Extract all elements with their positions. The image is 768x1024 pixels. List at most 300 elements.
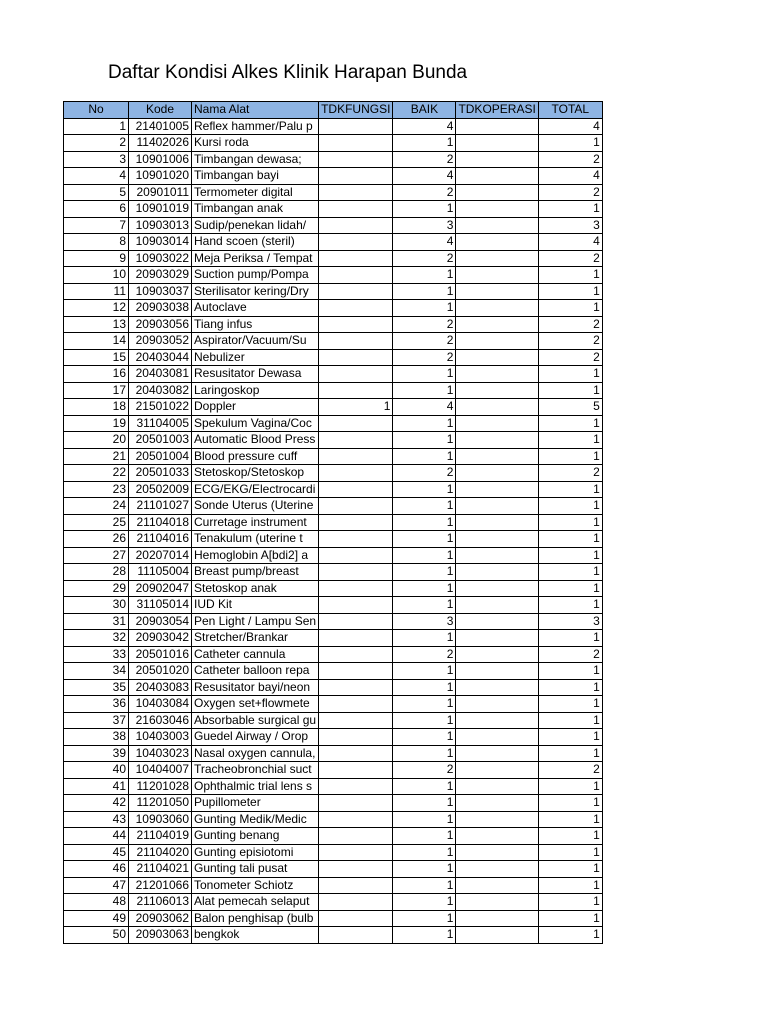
- cell-tdkoperasi[interactable]: [456, 399, 538, 416]
- cell-total[interactable]: 1: [538, 630, 602, 647]
- cell-no[interactable]: 42: [64, 795, 129, 812]
- column-header-no[interactable]: No: [64, 102, 129, 119]
- cell-no[interactable]: 11: [64, 283, 129, 300]
- cell-no[interactable]: 35: [64, 679, 129, 696]
- cell-nama-alat[interactable]: Absorbable surgical gu: [192, 712, 319, 729]
- cell-nama-alat[interactable]: Tracheobronchial suct: [192, 762, 319, 779]
- cell-no[interactable]: 18: [64, 399, 129, 416]
- cell-kode[interactable]: 20902047: [129, 580, 192, 597]
- cell-tdkoperasi[interactable]: [456, 498, 538, 515]
- cell-tdkoperasi[interactable]: [456, 333, 538, 350]
- cell-no[interactable]: 50: [64, 927, 129, 944]
- cell-tdkoperasi[interactable]: [456, 861, 538, 878]
- cell-nama-alat[interactable]: Kursi roda: [192, 135, 319, 152]
- cell-nama-alat[interactable]: Alat pemecah selaput: [192, 894, 319, 911]
- cell-nama-alat[interactable]: Tenakulum (uterine t: [192, 531, 319, 548]
- cell-tdkoperasi[interactable]: [456, 465, 538, 482]
- cell-baik[interactable]: 2: [393, 349, 456, 366]
- cell-baik[interactable]: 1: [393, 811, 456, 828]
- cell-tdkoperasi[interactable]: [456, 201, 538, 218]
- cell-tdkoperasi[interactable]: [456, 927, 538, 944]
- cell-no[interactable]: 3: [64, 151, 129, 168]
- cell-tdkfungsi[interactable]: [319, 646, 393, 663]
- cell-nama-alat[interactable]: Suction pump/Pompa: [192, 267, 319, 284]
- cell-no[interactable]: 6: [64, 201, 129, 218]
- cell-total[interactable]: 1: [538, 432, 602, 449]
- cell-no[interactable]: 4: [64, 168, 129, 185]
- cell-baik[interactable]: 1: [393, 267, 456, 284]
- cell-total[interactable]: 1: [538, 910, 602, 927]
- cell-tdkfungsi[interactable]: [319, 679, 393, 696]
- cell-total[interactable]: 1: [538, 564, 602, 581]
- cell-tdkoperasi[interactable]: [456, 877, 538, 894]
- cell-tdkoperasi[interactable]: [456, 547, 538, 564]
- cell-total[interactable]: 1: [538, 382, 602, 399]
- cell-kode[interactable]: 20207014: [129, 547, 192, 564]
- cell-total[interactable]: 1: [538, 531, 602, 548]
- cell-kode[interactable]: 20903054: [129, 613, 192, 630]
- cell-tdkfungsi[interactable]: [319, 151, 393, 168]
- cell-kode[interactable]: 20403044: [129, 349, 192, 366]
- cell-tdkfungsi[interactable]: [319, 580, 393, 597]
- cell-no[interactable]: 7: [64, 217, 129, 234]
- cell-total[interactable]: 1: [538, 267, 602, 284]
- cell-baik[interactable]: 1: [393, 580, 456, 597]
- cell-tdkoperasi[interactable]: [456, 349, 538, 366]
- cell-tdkfungsi[interactable]: [319, 811, 393, 828]
- cell-tdkoperasi[interactable]: [456, 250, 538, 267]
- cell-kode[interactable]: 20903052: [129, 333, 192, 350]
- cell-tdkoperasi[interactable]: [456, 415, 538, 432]
- cell-total[interactable]: 4: [538, 168, 602, 185]
- cell-tdkfungsi[interactable]: [319, 877, 393, 894]
- cell-kode[interactable]: 21104019: [129, 828, 192, 845]
- cell-kode[interactable]: 21201066: [129, 877, 192, 894]
- cell-no[interactable]: 24: [64, 498, 129, 515]
- cell-no[interactable]: 13: [64, 316, 129, 333]
- cell-kode[interactable]: 10404007: [129, 762, 192, 779]
- cell-tdkfungsi[interactable]: [319, 564, 393, 581]
- cell-tdkfungsi[interactable]: [319, 168, 393, 185]
- cell-no[interactable]: 45: [64, 844, 129, 861]
- cell-tdkfungsi[interactable]: [319, 729, 393, 746]
- cell-tdkoperasi[interactable]: [456, 151, 538, 168]
- cell-baik[interactable]: 1: [393, 861, 456, 878]
- cell-no[interactable]: 28: [64, 564, 129, 581]
- column-header-tdkfungsi[interactable]: TDKFUNGSI: [319, 102, 393, 119]
- cell-kode[interactable]: 10903014: [129, 234, 192, 251]
- cell-nama-alat[interactable]: Sterilisator kering/Dry: [192, 283, 319, 300]
- cell-no[interactable]: 9: [64, 250, 129, 267]
- cell-baik[interactable]: 1: [393, 877, 456, 894]
- column-header-tdkoperasi[interactable]: TDKOPERASI: [456, 102, 538, 119]
- cell-nama-alat[interactable]: Blood pressure cuff: [192, 448, 319, 465]
- cell-tdkoperasi[interactable]: [456, 679, 538, 696]
- cell-kode[interactable]: 20501033: [129, 465, 192, 482]
- cell-tdkoperasi[interactable]: [456, 283, 538, 300]
- cell-baik[interactable]: 4: [393, 168, 456, 185]
- cell-total[interactable]: 1: [538, 679, 602, 696]
- cell-no[interactable]: 22: [64, 465, 129, 482]
- cell-baik[interactable]: 1: [393, 696, 456, 713]
- cell-total[interactable]: 3: [538, 613, 602, 630]
- cell-nama-alat[interactable]: Gunting Medik/Medic: [192, 811, 319, 828]
- cell-kode[interactable]: 31104005: [129, 415, 192, 432]
- cell-kode[interactable]: 20403082: [129, 382, 192, 399]
- cell-nama-alat[interactable]: Sonde Uterus (Uterine: [192, 498, 319, 515]
- cell-tdkfungsi[interactable]: [319, 300, 393, 317]
- cell-nama-alat[interactable]: Pupillometer: [192, 795, 319, 812]
- cell-total[interactable]: 1: [538, 745, 602, 762]
- cell-nama-alat[interactable]: Tonometer Schiotz: [192, 877, 319, 894]
- cell-tdkoperasi[interactable]: [456, 531, 538, 548]
- cell-kode[interactable]: 21106013: [129, 894, 192, 911]
- cell-tdkfungsi[interactable]: [319, 382, 393, 399]
- cell-total[interactable]: 2: [538, 151, 602, 168]
- cell-nama-alat[interactable]: Timbangan bayi: [192, 168, 319, 185]
- cell-nama-alat[interactable]: Ophthalmic trial lens s: [192, 778, 319, 795]
- cell-baik[interactable]: 1: [393, 729, 456, 746]
- cell-tdkoperasi[interactable]: [456, 514, 538, 531]
- cell-total[interactable]: 1: [538, 300, 602, 317]
- cell-baik[interactable]: 1: [393, 910, 456, 927]
- cell-baik[interactable]: 1: [393, 300, 456, 317]
- cell-total[interactable]: 1: [538, 844, 602, 861]
- cell-tdkfungsi[interactable]: [319, 547, 393, 564]
- cell-tdkfungsi[interactable]: [319, 894, 393, 911]
- cell-baik[interactable]: 3: [393, 217, 456, 234]
- cell-total[interactable]: 2: [538, 333, 602, 350]
- cell-total[interactable]: 1: [538, 927, 602, 944]
- cell-tdkfungsi[interactable]: [319, 531, 393, 548]
- cell-tdkfungsi[interactable]: [319, 184, 393, 201]
- cell-baik[interactable]: 4: [393, 234, 456, 251]
- cell-tdkfungsi[interactable]: [319, 481, 393, 498]
- cell-no[interactable]: 48: [64, 894, 129, 911]
- cell-total[interactable]: 1: [538, 795, 602, 812]
- cell-baik[interactable]: 2: [393, 250, 456, 267]
- cell-kode[interactable]: 20501020: [129, 663, 192, 680]
- cell-tdkfungsi[interactable]: 1: [319, 399, 393, 416]
- cell-no[interactable]: 26: [64, 531, 129, 548]
- cell-nama-alat[interactable]: Automatic Blood Press: [192, 432, 319, 449]
- cell-baik[interactable]: 3: [393, 613, 456, 630]
- cell-total[interactable]: 5: [538, 399, 602, 416]
- cell-total[interactable]: 1: [538, 861, 602, 878]
- cell-kode[interactable]: 10903037: [129, 283, 192, 300]
- cell-tdkfungsi[interactable]: [319, 250, 393, 267]
- cell-tdkfungsi[interactable]: [319, 366, 393, 383]
- cell-total[interactable]: 1: [538, 580, 602, 597]
- cell-tdkfungsi[interactable]: [319, 514, 393, 531]
- cell-total[interactable]: 1: [538, 712, 602, 729]
- cell-tdkfungsi[interactable]: [319, 333, 393, 350]
- cell-tdkfungsi[interactable]: [319, 795, 393, 812]
- cell-tdkfungsi[interactable]: [319, 745, 393, 762]
- cell-kode[interactable]: 21104020: [129, 844, 192, 861]
- cell-baik[interactable]: 2: [393, 184, 456, 201]
- cell-baik[interactable]: 1: [393, 366, 456, 383]
- cell-tdkoperasi[interactable]: [456, 828, 538, 845]
- cell-total[interactable]: 4: [538, 234, 602, 251]
- column-header-nama-alat[interactable]: Nama Alat: [192, 102, 319, 119]
- cell-nama-alat[interactable]: Termometer digital: [192, 184, 319, 201]
- cell-tdkoperasi[interactable]: [456, 762, 538, 779]
- cell-tdkoperasi[interactable]: [456, 778, 538, 795]
- cell-total[interactable]: 1: [538, 283, 602, 300]
- cell-no[interactable]: 46: [64, 861, 129, 878]
- cell-baik[interactable]: 1: [393, 283, 456, 300]
- cell-nama-alat[interactable]: Gunting episiotomi: [192, 844, 319, 861]
- cell-baik[interactable]: 2: [393, 151, 456, 168]
- cell-tdkfungsi[interactable]: [319, 927, 393, 944]
- cell-tdkoperasi[interactable]: [456, 564, 538, 581]
- cell-kode[interactable]: 11105004: [129, 564, 192, 581]
- cell-kode[interactable]: 21101027: [129, 498, 192, 515]
- cell-baik[interactable]: 4: [393, 118, 456, 135]
- cell-tdkoperasi[interactable]: [456, 316, 538, 333]
- cell-kode[interactable]: 20403081: [129, 366, 192, 383]
- cell-nama-alat[interactable]: Catheter balloon repa: [192, 663, 319, 680]
- cell-total[interactable]: 1: [538, 201, 602, 218]
- cell-tdkfungsi[interactable]: [319, 234, 393, 251]
- cell-total[interactable]: 1: [538, 663, 602, 680]
- cell-no[interactable]: 12: [64, 300, 129, 317]
- cell-nama-alat[interactable]: Doppler: [192, 399, 319, 416]
- cell-kode[interactable]: 20901011: [129, 184, 192, 201]
- cell-tdkoperasi[interactable]: [456, 630, 538, 647]
- cell-no[interactable]: 30: [64, 597, 129, 614]
- cell-kode[interactable]: 20501004: [129, 448, 192, 465]
- cell-tdkfungsi[interactable]: [319, 465, 393, 482]
- cell-nama-alat[interactable]: Resusitator bayi/neon: [192, 679, 319, 696]
- cell-kode[interactable]: 20903042: [129, 630, 192, 647]
- cell-baik[interactable]: 1: [393, 927, 456, 944]
- cell-tdkfungsi[interactable]: [319, 630, 393, 647]
- cell-tdkoperasi[interactable]: [456, 712, 538, 729]
- cell-no[interactable]: 43: [64, 811, 129, 828]
- cell-nama-alat[interactable]: Resusitator Dewasa: [192, 366, 319, 383]
- cell-tdkoperasi[interactable]: [456, 811, 538, 828]
- cell-nama-alat[interactable]: Oxygen set+flowmete: [192, 696, 319, 713]
- cell-total[interactable]: 1: [538, 415, 602, 432]
- cell-tdkfungsi[interactable]: [319, 844, 393, 861]
- cell-total[interactable]: 1: [538, 448, 602, 465]
- cell-kode[interactable]: 20903029: [129, 267, 192, 284]
- cell-tdkfungsi[interactable]: [319, 415, 393, 432]
- cell-total[interactable]: 2: [538, 349, 602, 366]
- cell-nama-alat[interactable]: IUD Kit: [192, 597, 319, 614]
- cell-total[interactable]: 1: [538, 547, 602, 564]
- cell-nama-alat[interactable]: Balon penghisap (bulb: [192, 910, 319, 927]
- cell-kode[interactable]: 21104016: [129, 531, 192, 548]
- cell-total[interactable]: 1: [538, 135, 602, 152]
- cell-no[interactable]: 29: [64, 580, 129, 597]
- cell-nama-alat[interactable]: Hand scoen (steril): [192, 234, 319, 251]
- cell-nama-alat[interactable]: Gunting benang: [192, 828, 319, 845]
- cell-tdkoperasi[interactable]: [456, 597, 538, 614]
- cell-tdkoperasi[interactable]: [456, 696, 538, 713]
- cell-kode[interactable]: 10901020: [129, 168, 192, 185]
- cell-nama-alat[interactable]: Catheter cannula: [192, 646, 319, 663]
- cell-no[interactable]: 23: [64, 481, 129, 498]
- column-header-kode[interactable]: Kode: [129, 102, 192, 119]
- cell-no[interactable]: 36: [64, 696, 129, 713]
- cell-tdkfungsi[interactable]: [319, 696, 393, 713]
- cell-total[interactable]: 3: [538, 217, 602, 234]
- cell-tdkfungsi[interactable]: [319, 498, 393, 515]
- cell-tdkoperasi[interactable]: [456, 795, 538, 812]
- cell-baik[interactable]: 1: [393, 894, 456, 911]
- cell-nama-alat[interactable]: Stretcher/Brankar: [192, 630, 319, 647]
- cell-tdkoperasi[interactable]: [456, 745, 538, 762]
- cell-total[interactable]: 1: [538, 696, 602, 713]
- cell-kode[interactable]: 20501003: [129, 432, 192, 449]
- cell-baik[interactable]: 4: [393, 399, 456, 416]
- cell-kode[interactable]: 11201050: [129, 795, 192, 812]
- cell-nama-alat[interactable]: Spekulum Vagina/Coc: [192, 415, 319, 432]
- cell-no[interactable]: 1: [64, 118, 129, 135]
- cell-nama-alat[interactable]: Stetoskop/Stetoskop: [192, 465, 319, 482]
- cell-kode[interactable]: 10901006: [129, 151, 192, 168]
- cell-baik[interactable]: 1: [393, 531, 456, 548]
- cell-tdkoperasi[interactable]: [456, 613, 538, 630]
- cell-tdkfungsi[interactable]: [319, 597, 393, 614]
- cell-kode[interactable]: 21501022: [129, 399, 192, 416]
- cell-total[interactable]: 2: [538, 316, 602, 333]
- cell-baik[interactable]: 1: [393, 778, 456, 795]
- cell-nama-alat[interactable]: Guedel Airway / Orop: [192, 729, 319, 746]
- cell-kode[interactable]: 20903038: [129, 300, 192, 317]
- cell-tdkoperasi[interactable]: [456, 135, 538, 152]
- cell-baik[interactable]: 1: [393, 844, 456, 861]
- cell-kode[interactable]: 20903063: [129, 927, 192, 944]
- cell-no[interactable]: 25: [64, 514, 129, 531]
- cell-baik[interactable]: 2: [393, 465, 456, 482]
- cell-baik[interactable]: 2: [393, 646, 456, 663]
- cell-tdkoperasi[interactable]: [456, 267, 538, 284]
- cell-no[interactable]: 17: [64, 382, 129, 399]
- cell-no[interactable]: 37: [64, 712, 129, 729]
- cell-no[interactable]: 14: [64, 333, 129, 350]
- cell-tdkoperasi[interactable]: [456, 217, 538, 234]
- cell-no[interactable]: 2: [64, 135, 129, 152]
- cell-no[interactable]: 40: [64, 762, 129, 779]
- cell-baik[interactable]: 1: [393, 679, 456, 696]
- cell-no[interactable]: 5: [64, 184, 129, 201]
- cell-no[interactable]: 49: [64, 910, 129, 927]
- cell-total[interactable]: 2: [538, 762, 602, 779]
- cell-total[interactable]: 2: [538, 465, 602, 482]
- cell-no[interactable]: 20: [64, 432, 129, 449]
- cell-kode[interactable]: 21104021: [129, 861, 192, 878]
- cell-tdkfungsi[interactable]: [319, 135, 393, 152]
- cell-no[interactable]: 33: [64, 646, 129, 663]
- cell-tdkfungsi[interactable]: [319, 910, 393, 927]
- cell-no[interactable]: 32: [64, 630, 129, 647]
- cell-total[interactable]: 1: [538, 828, 602, 845]
- cell-nama-alat[interactable]: Autoclave: [192, 300, 319, 317]
- cell-baik[interactable]: 1: [393, 382, 456, 399]
- cell-total[interactable]: 1: [538, 894, 602, 911]
- cell-nama-alat[interactable]: Breast pump/breast: [192, 564, 319, 581]
- cell-kode[interactable]: 21603046: [129, 712, 192, 729]
- cell-nama-alat[interactable]: Sudip/penekan lidah/: [192, 217, 319, 234]
- cell-tdkfungsi[interactable]: [319, 349, 393, 366]
- cell-total[interactable]: 1: [538, 514, 602, 531]
- cell-nama-alat[interactable]: Nasal oxygen cannula,: [192, 745, 319, 762]
- cell-tdkfungsi[interactable]: [319, 448, 393, 465]
- cell-kode[interactable]: 31105014: [129, 597, 192, 614]
- cell-kode[interactable]: 10901019: [129, 201, 192, 218]
- cell-baik[interactable]: 1: [393, 448, 456, 465]
- cell-no[interactable]: 44: [64, 828, 129, 845]
- cell-kode[interactable]: 21104018: [129, 514, 192, 531]
- cell-nama-alat[interactable]: Aspirator/Vacuum/Su: [192, 333, 319, 350]
- cell-tdkfungsi[interactable]: [319, 201, 393, 218]
- cell-tdkoperasi[interactable]: [456, 184, 538, 201]
- cell-total[interactable]: 1: [538, 597, 602, 614]
- cell-kode[interactable]: 20501016: [129, 646, 192, 663]
- cell-tdkfungsi[interactable]: [319, 861, 393, 878]
- cell-tdkoperasi[interactable]: [456, 844, 538, 861]
- cell-tdkfungsi[interactable]: [319, 712, 393, 729]
- cell-baik[interactable]: 1: [393, 135, 456, 152]
- cell-tdkfungsi[interactable]: [319, 283, 393, 300]
- cell-baik[interactable]: 2: [393, 762, 456, 779]
- cell-no[interactable]: 8: [64, 234, 129, 251]
- cell-baik[interactable]: 1: [393, 745, 456, 762]
- cell-tdkfungsi[interactable]: [319, 762, 393, 779]
- cell-baik[interactable]: 1: [393, 547, 456, 564]
- cell-kode[interactable]: 11201028: [129, 778, 192, 795]
- cell-nama-alat[interactable]: Gunting tali pusat: [192, 861, 319, 878]
- cell-tdkoperasi[interactable]: [456, 910, 538, 927]
- cell-kode[interactable]: 10903060: [129, 811, 192, 828]
- cell-total[interactable]: 1: [538, 811, 602, 828]
- cell-nama-alat[interactable]: ECG/EKG/Electrocardi: [192, 481, 319, 498]
- cell-baik[interactable]: 1: [393, 201, 456, 218]
- cell-tdkfungsi[interactable]: [319, 828, 393, 845]
- cell-tdkfungsi[interactable]: [319, 432, 393, 449]
- cell-kode[interactable]: 20903056: [129, 316, 192, 333]
- cell-no[interactable]: 21: [64, 448, 129, 465]
- cell-nama-alat[interactable]: Timbangan dewasa;: [192, 151, 319, 168]
- cell-tdkoperasi[interactable]: [456, 432, 538, 449]
- cell-baik[interactable]: 1: [393, 415, 456, 432]
- cell-total[interactable]: 2: [538, 250, 602, 267]
- cell-baik[interactable]: 1: [393, 432, 456, 449]
- cell-tdkoperasi[interactable]: [456, 300, 538, 317]
- cell-no[interactable]: 38: [64, 729, 129, 746]
- column-header-baik[interactable]: BAIK: [393, 102, 456, 119]
- cell-tdkfungsi[interactable]: [319, 267, 393, 284]
- cell-tdkoperasi[interactable]: [456, 234, 538, 251]
- cell-no[interactable]: 15: [64, 349, 129, 366]
- cell-kode[interactable]: 10903022: [129, 250, 192, 267]
- cell-tdkoperasi[interactable]: [456, 448, 538, 465]
- cell-baik[interactable]: 2: [393, 333, 456, 350]
- cell-tdkoperasi[interactable]: [456, 118, 538, 135]
- cell-nama-alat[interactable]: Reflex hammer/Palu p: [192, 118, 319, 135]
- cell-nama-alat[interactable]: Laringoskop: [192, 382, 319, 399]
- cell-tdkfungsi[interactable]: [319, 778, 393, 795]
- cell-total[interactable]: 2: [538, 184, 602, 201]
- cell-baik[interactable]: 1: [393, 481, 456, 498]
- cell-total[interactable]: 1: [538, 481, 602, 498]
- cell-no[interactable]: 34: [64, 663, 129, 680]
- cell-nama-alat[interactable]: Tiang infus: [192, 316, 319, 333]
